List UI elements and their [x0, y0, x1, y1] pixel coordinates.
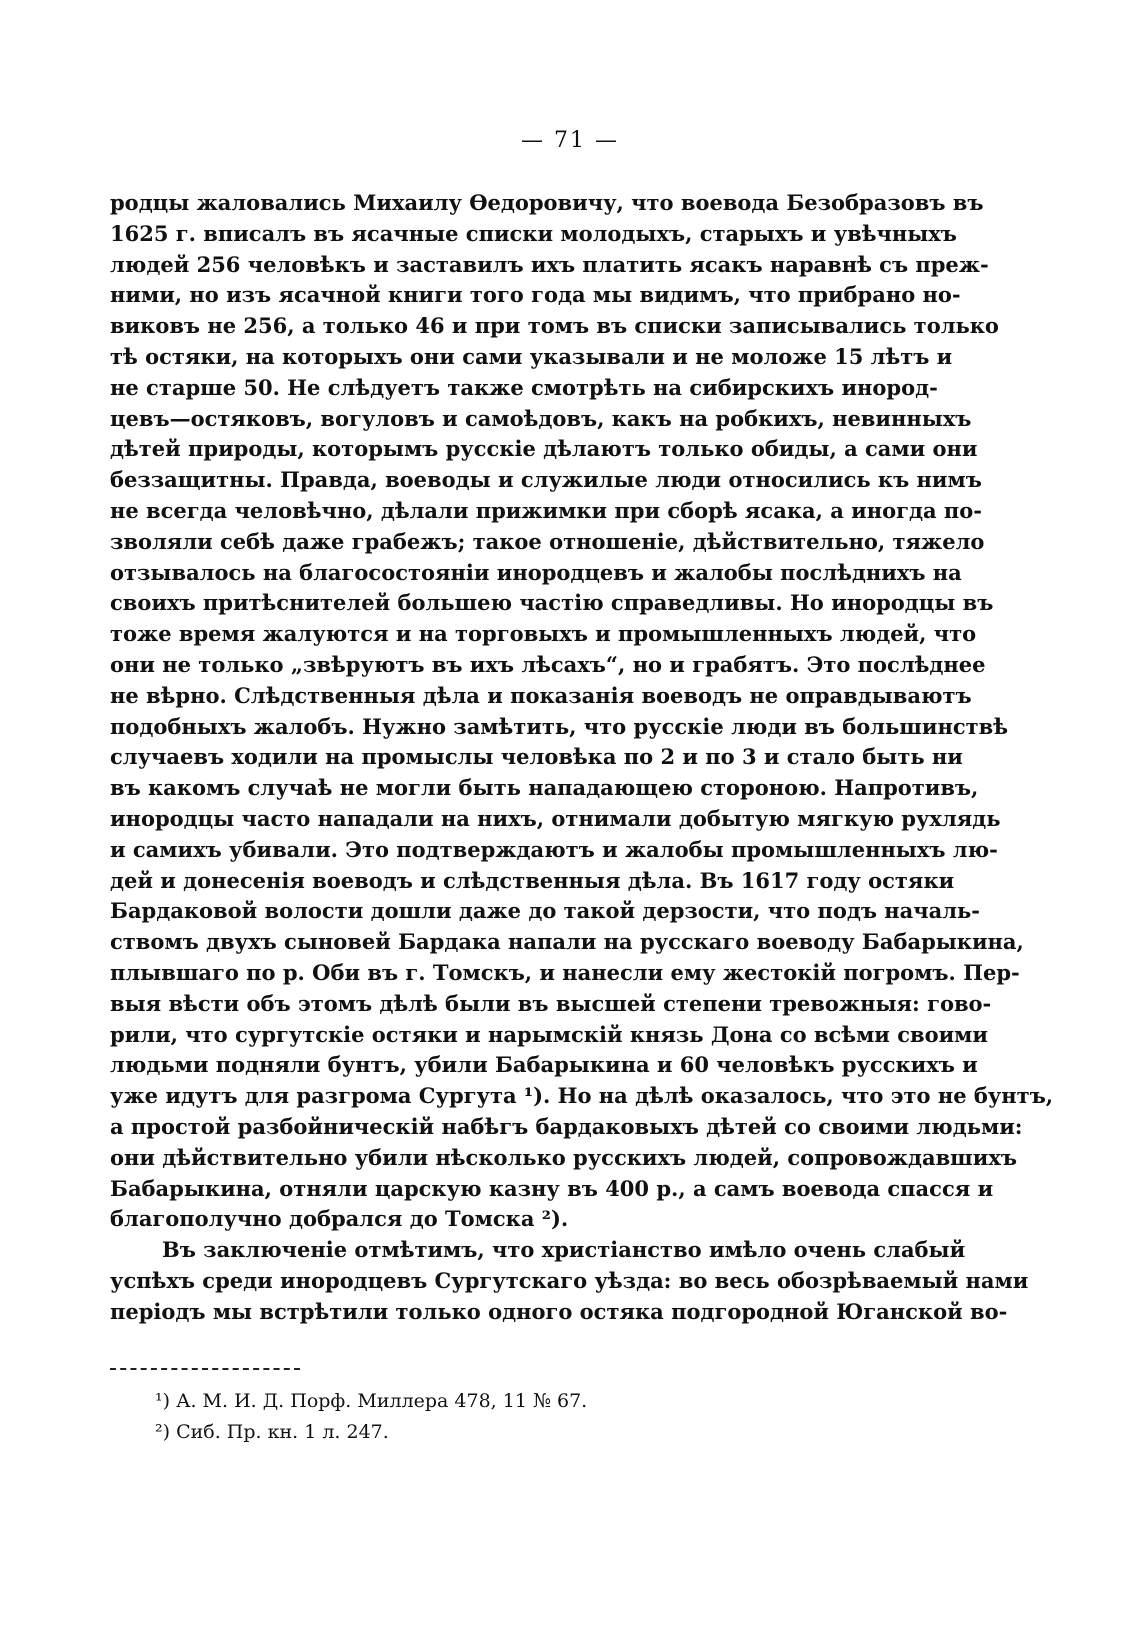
footnote-mark: ¹) — [155, 1390, 171, 1412]
text-line: зволяли себѣ даже грабежъ; такое отношеніе, дѣйствительно, тяжело — [110, 528, 985, 554]
text-line: выя вѣсти объ этомъ дѣлѣ были въ высшей степени тревожныя: гово- — [110, 990, 992, 1016]
text-line: періодъ мы встрѣтили только одного остяка подгородной Юганской во- — [110, 1298, 1008, 1324]
text-line: цевъ—остяковъ, вогуловъ и самоѣдовъ, какъ на робкихъ, невинныхъ — [110, 405, 972, 431]
text-line: своихъ притѣснителей большею частію справедливы. Но инородцы въ — [110, 590, 994, 616]
text-line: тоже время жалуются и на торговыхъ и промышленныхъ людей, что — [110, 621, 977, 647]
text-line-paragraph-start: Въ заключеніе отмѣтимъ, что христіанство имѣло очень слабый — [162, 1237, 966, 1263]
body-text — [110, 188, 1054, 1327]
footnote-text: А. М. И. Д. Порф. Миллера 478, 11 № 67. — [176, 1390, 588, 1412]
text-line: а простой разбойническій набѣгъ бардаковыхъ дѣтей со своими людьми: — [110, 1113, 1023, 1139]
text-line: Бардаковой волости дошли даже до такой дерзости, что подъ началь- — [110, 898, 981, 924]
text-line: въ какомъ случаѣ не могли быть нападающею стороною. Напротивъ, — [110, 775, 979, 801]
text-line: беззащитны. Правда, воеводы и служилые люди относились къ нимъ — [110, 467, 982, 493]
text-line: не старше 50. Не слѣдуетъ также смотрѣть на сибирскихъ инород- — [110, 374, 938, 400]
footnote-2 — [155, 1417, 855, 1448]
footnotes — [155, 1386, 855, 1448]
text-line: людей 256 человѣкъ и заставилъ ихъ платить ясакъ наравнѣ съ преж- — [110, 251, 989, 277]
text-line: ствомъ двухъ сыновей Бардака напали на русскаго воеводу Бабарыкина, — [110, 929, 1024, 955]
text-line: подобныхъ жалобъ. Нужно замѣтить, что русскіе люди въ большинствѣ — [110, 713, 1008, 739]
text-line: отзывалось на благосостояніи инородцевъ и жалобы послѣднихъ на — [110, 559, 962, 585]
text-line: плывшаго по р. Оби въ г. Томскъ, и нанесли ему жестокій погромъ. Пер- — [110, 959, 1020, 985]
text-line: успѣхъ среди инородцевъ Сургутскаго уѣзда: во весь обозрѣваемый нами — [110, 1267, 1029, 1293]
text-line-paragraph-end: благополучно добрался до Томска ²). — [110, 1206, 569, 1232]
text-line: они не только „звѣруютъ въ ихъ лѣсахъ“, но и грабятъ. Это послѣднее — [110, 651, 986, 677]
text-line: инородцы часто нападали на нихъ, отнимали добытую мягкую рухлядь — [110, 805, 1001, 831]
text-line: случаевъ ходили на промыслы человѣка по 2 и по 3 и стало быть ни — [110, 744, 963, 770]
text-line: ними, но изъ ясачной книги того года мы видимъ, что прибрано но- — [110, 282, 961, 308]
text-line: виковъ не 256, а только 46 и при томъ въ списки записывались только — [110, 313, 999, 339]
text-line: людьми подняли бунтъ, убили Бабарыкина и 60 человѣкъ русскихъ и — [110, 1052, 978, 1078]
footnote-separator — [110, 1368, 300, 1370]
page-number: — 71 — — [521, 128, 619, 153]
text-line: уже идутъ для разгрома Сургута ¹). Но на дѣлѣ оказалось, что это не бунтъ, — [110, 1083, 1054, 1109]
text-line: тѣ остяки, на которыхъ они сами указывали и не моложе 15 лѣтъ и — [110, 343, 953, 369]
text-line: рили, что сургутскіе остяки и нарымскій князь Дона со всѣми своими — [110, 1021, 988, 1047]
text-line: и самихъ убивали. Это подтверждаютъ и жалобы промышленныхъ лю- — [110, 836, 998, 862]
text-line: родцы жаловались Михаилу Ѳедоровичу, что воевода Безобразовъ въ — [110, 190, 984, 215]
text-line: они дѣйствительно убили нѣсколько русскихъ людей, сопровождавшихъ — [110, 1144, 1017, 1170]
text-line: Бабарыкина, отняли царскую казну въ 400 р., а самъ воевода спасся и — [110, 1175, 994, 1201]
text-line: не всегда человѣчно, дѣлали прижимки при сборѣ ясака, а иногда по- — [110, 497, 982, 523]
footnote-mark: ²) — [155, 1421, 171, 1443]
text-line: 1625 г. вписалъ въ ясачные списки молодыхъ, старыхъ и увѣчныхъ — [110, 220, 957, 246]
footnote-text: Сиб. Пр. кн. 1 л. 247. — [176, 1421, 389, 1443]
text-line: дей и донесенія воеводъ и слѣдственныя дѣла. Въ 1617 году остяки — [110, 867, 955, 893]
text-line: дѣтей природы, которымъ русскіе дѣлаютъ только обиды, а сами они — [110, 436, 978, 462]
footnote-1 — [155, 1386, 855, 1417]
text-line: не вѣрно. Слѣдственныя дѣла и показанія воеводъ не оправдываютъ — [110, 682, 972, 708]
